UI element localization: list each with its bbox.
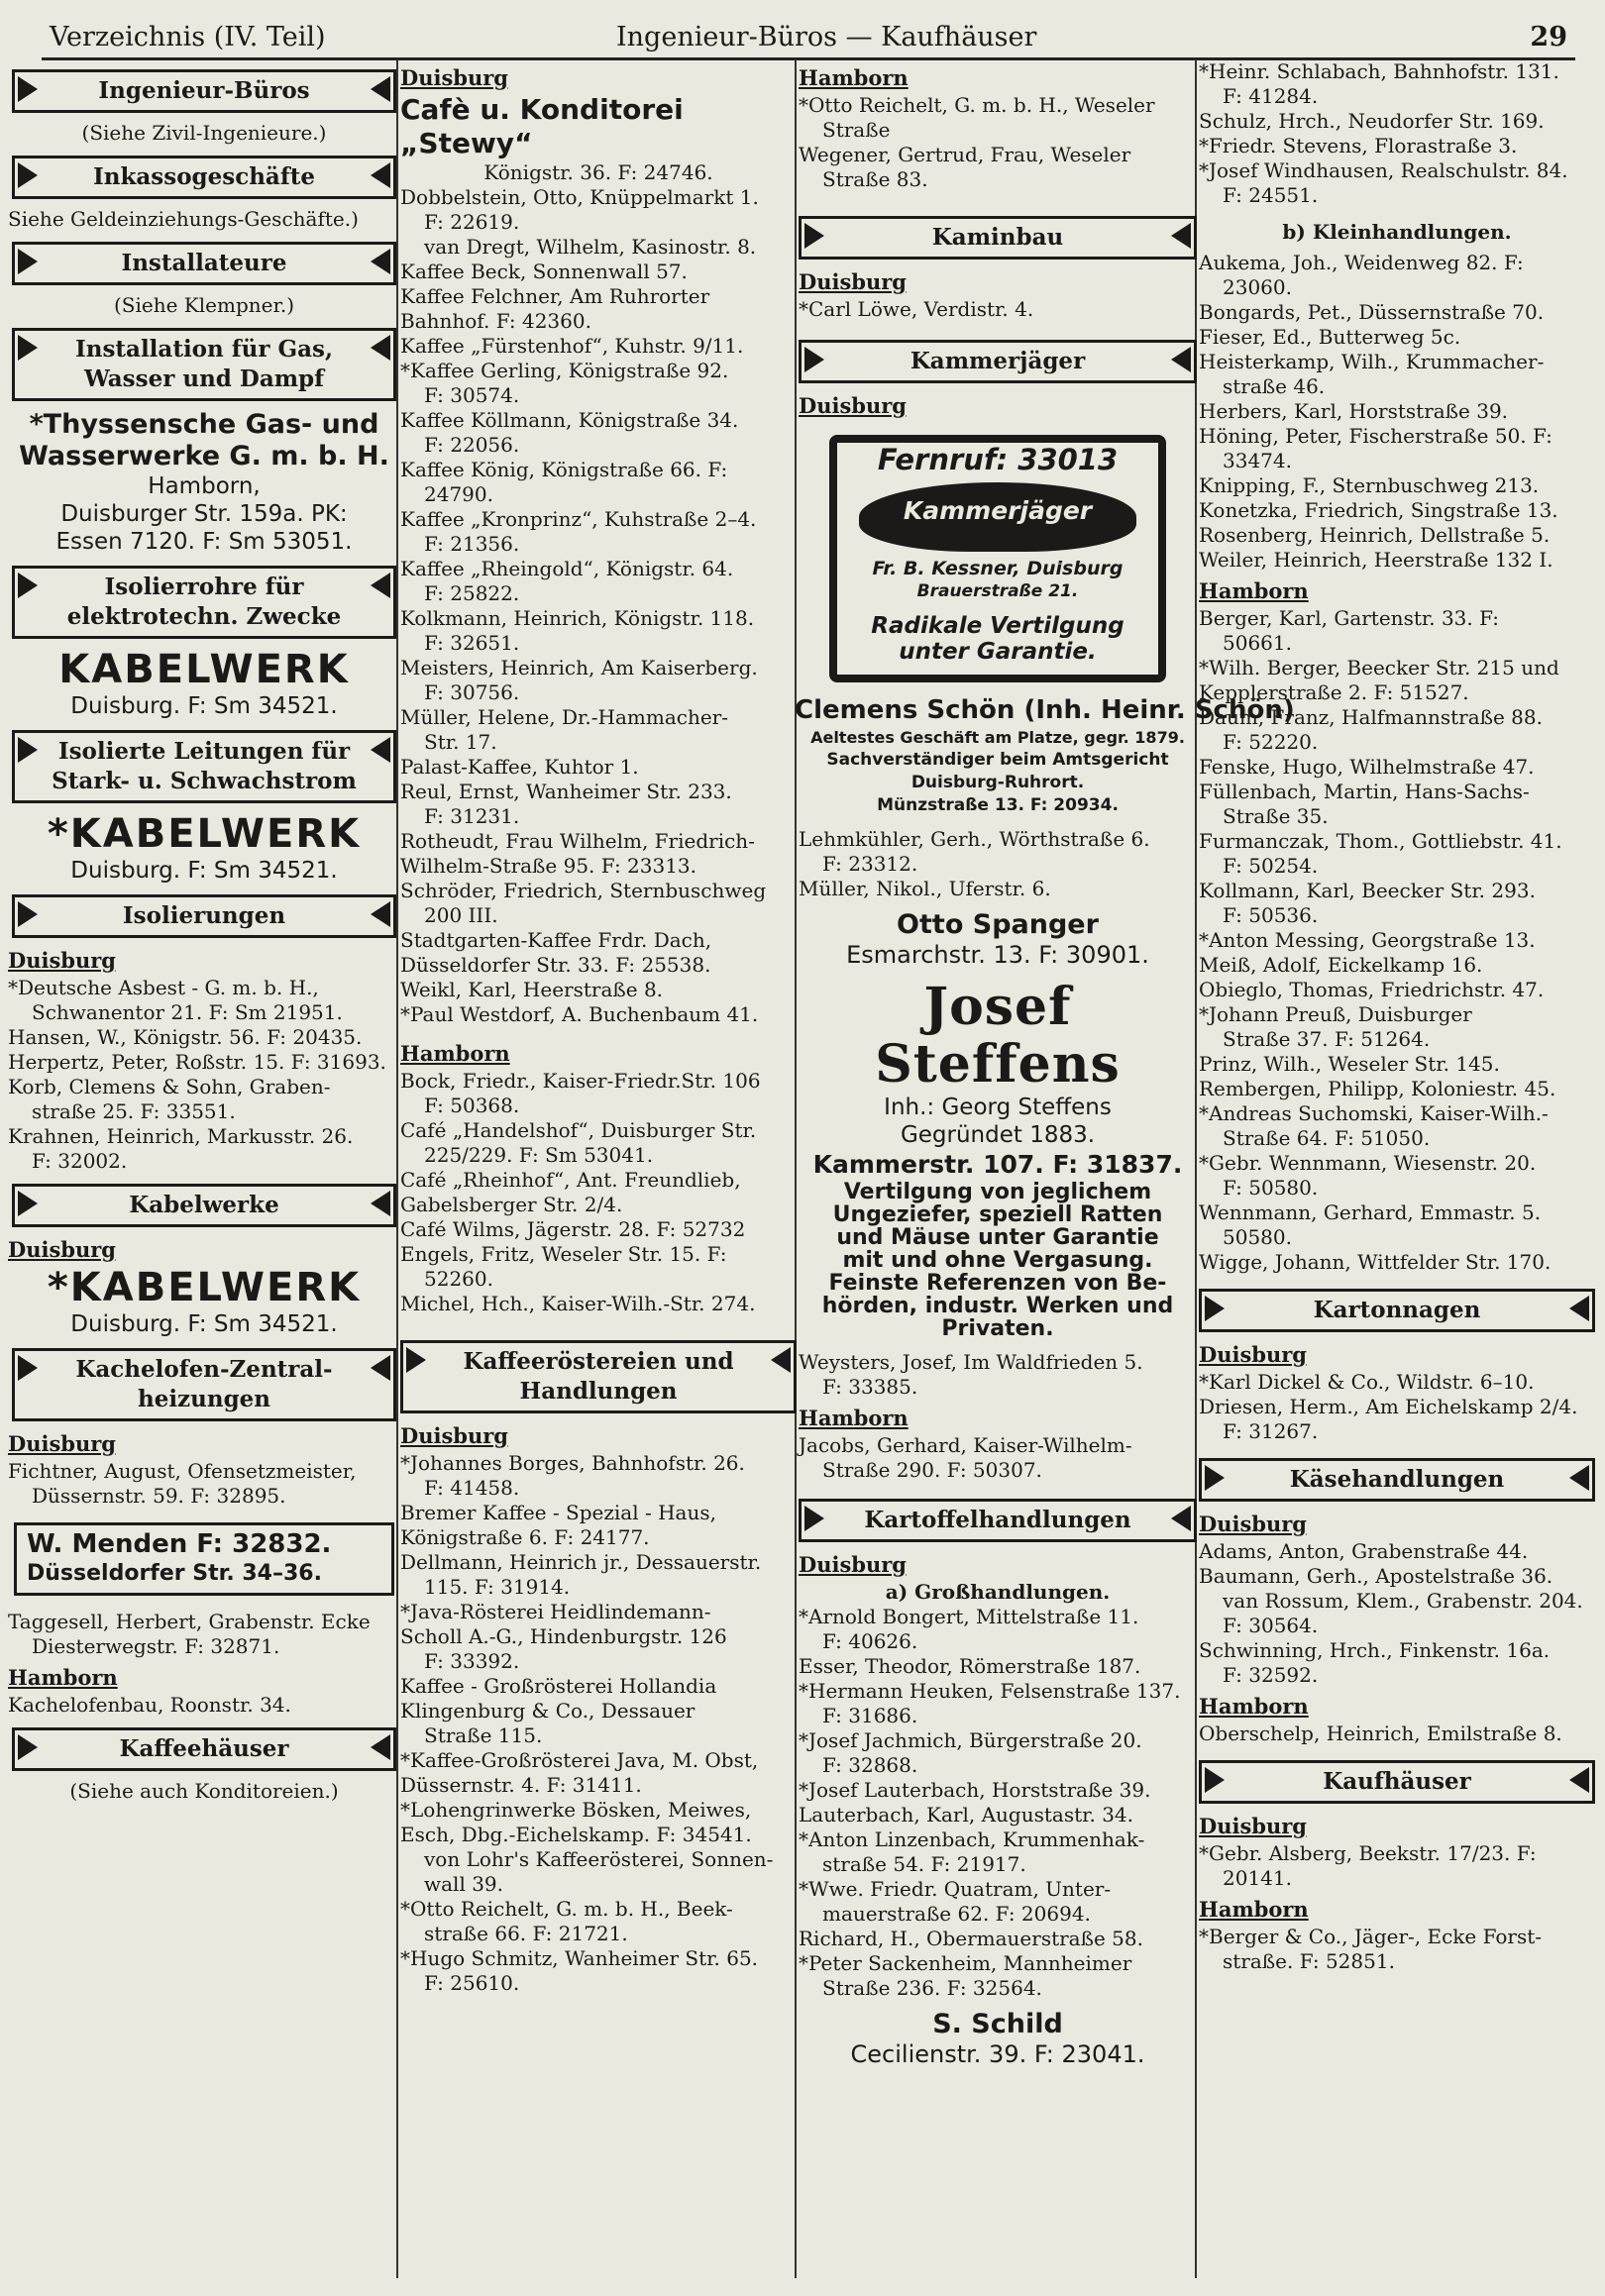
entry: Adams, Anton, Grabenstraße 44. bbox=[1199, 1539, 1529, 1563]
entry: van Dregt, Wilhelm, Kasinostr. 8. bbox=[424, 235, 757, 259]
entry: Kaffee Beck, Sonnenwall 57. bbox=[400, 260, 688, 283]
section-heading: Kaufhäuser bbox=[1199, 1760, 1595, 1804]
entry: *Wwe. Friedr. Quatram, Unter- bbox=[799, 1877, 1112, 1901]
entry: *Anton Messing, Georgstraße 13. bbox=[1199, 928, 1536, 952]
entry-list bbox=[396, 185, 801, 1027]
entry: *Peter Sackenheim, Mannheimer bbox=[799, 1951, 1132, 1975]
header-left: Verzeichnis (IV. Teil) bbox=[50, 22, 326, 52]
section-heading: Kammerjäger bbox=[799, 340, 1197, 383]
city-heading: Duisburg bbox=[1199, 1814, 1307, 1838]
entry: Knipping, F., Sternbuschweg 213. bbox=[1199, 473, 1540, 497]
entry: *Josef Lauterbach, Horststraße 39. bbox=[799, 1778, 1151, 1802]
entry: Wegener, Gertrud, Frau, Weseler bbox=[799, 143, 1131, 166]
entry: Diesterwegstr. F: 32871. bbox=[32, 1634, 280, 1658]
column-2 bbox=[396, 59, 801, 2278]
entry: *Johann Preuß, Duisburger bbox=[1199, 1002, 1472, 1026]
entry: F: 33385. bbox=[822, 1375, 918, 1399]
entry: wall 39. bbox=[424, 1872, 503, 1896]
entry: Herpertz, Peter, Roßstr. 15. F: 31693. bbox=[8, 1050, 386, 1074]
section-heading: Kaffeehäuser bbox=[12, 1727, 396, 1771]
city-heading: Duisburg bbox=[799, 393, 907, 418]
entry: *Johannes Borges, Bahnhofstr. 26. bbox=[400, 1451, 745, 1475]
entry: Krahnen, Heinrich, Markusstr. 26. bbox=[8, 1124, 354, 1148]
entry: *Gebr. Alsberg, Beekstr. 17/23. F: bbox=[1199, 1841, 1537, 1865]
entry-list bbox=[795, 827, 1201, 901]
entry: *Otto Reichelt, G. m. b. H., Beek- bbox=[400, 1897, 733, 1921]
entry: Meiß, Adolf, Eickelkamp 16. bbox=[1199, 953, 1483, 977]
column-4 bbox=[1195, 59, 1599, 2278]
entry: F: 31686. bbox=[822, 1704, 918, 1727]
entry: F: 41458. bbox=[424, 1476, 520, 1500]
entry: Weikl, Karl, Heerstraße 8. bbox=[400, 978, 664, 1001]
entry: Rosenberg, Heinrich, Dellstraße 5. bbox=[1199, 523, 1551, 547]
entry: straße 46. bbox=[1223, 374, 1326, 398]
kabelwerk-ad: KABELWERK bbox=[58, 647, 350, 692]
section-heading: Inkassogeschäfte bbox=[12, 156, 396, 199]
kabelwerk-contact: Duisburg. F: Sm 34521. bbox=[70, 1311, 338, 1337]
entry: *Andreas Suchomski, Kaiser-Wilh.- bbox=[1199, 1101, 1549, 1125]
page-header bbox=[42, 22, 1575, 60]
section-heading: Isolierrohre für elektrotechn. Zwecke bbox=[12, 566, 396, 639]
entry: Gabelsberger Str. 2/4. bbox=[400, 1193, 623, 1216]
entry-list bbox=[1195, 1722, 1599, 1746]
entry: Kolkmann, Heinrich, Königstr. 118. bbox=[400, 606, 755, 630]
entry-list bbox=[1195, 1841, 1599, 1891]
stewy-address: Königstr. 36. F: 24746. bbox=[483, 160, 713, 184]
entry: Bremer Kaffee - Spezial - Haus, bbox=[400, 1501, 716, 1524]
entry-list bbox=[795, 1605, 1201, 2001]
entry: F: 50254. bbox=[1223, 854, 1319, 878]
entry: *Hugo Schmitz, Wanheimer Str. 65. bbox=[400, 1946, 759, 1970]
city-heading: Duisburg bbox=[8, 1431, 116, 1456]
entry: *Kaffee Gerling, Königstraße 92. bbox=[400, 359, 729, 382]
entry: Kaffee Köllmann, Königstraße 34. bbox=[400, 408, 739, 432]
entry: Dellmann, Heinrich jr., Dessauerstr. bbox=[400, 1550, 762, 1574]
entry-list bbox=[396, 1069, 801, 1316]
see-reference: (Siehe Zivil-Ingenieure.) bbox=[81, 121, 327, 145]
schild-ad: S. Schild Cecilienstr. 39. F: 23041. bbox=[850, 2009, 1145, 2068]
entry: Aukema, Joh., Weidenweg 82. F: bbox=[1199, 251, 1524, 274]
section-heading: Installation für Gas, Wasser und Dampf bbox=[12, 328, 396, 401]
entry: Esser, Theodor, Römerstraße 187. bbox=[799, 1654, 1141, 1678]
entry-list bbox=[1195, 606, 1599, 1275]
entry: Café Wilms, Jägerstr. 28. F: 52732 bbox=[400, 1217, 746, 1241]
entry: Michel, Hch., Kaiser-Wilh.-Str. 274. bbox=[400, 1292, 756, 1315]
entry: Herbers, Karl, Horststraße 39. bbox=[1199, 399, 1509, 423]
entry: F: 50536. bbox=[1223, 903, 1319, 927]
entry: Heisterkamp, Wilh., Krummacher- bbox=[1199, 350, 1545, 373]
entry: *Paul Westdorf, A. Buchenbaum 41. bbox=[400, 1002, 759, 1026]
entry: 115. F: 31914. bbox=[424, 1575, 571, 1599]
entry-list bbox=[1195, 1370, 1599, 1444]
entry: 24790. bbox=[424, 482, 493, 506]
entry: Schwinning, Hrch., Finkenstr. 16a. bbox=[1199, 1638, 1551, 1662]
entry: Kaffee „Kronprinz“, Kuhstraße 2–4. bbox=[400, 507, 757, 531]
entry-list bbox=[1195, 251, 1599, 573]
entry: *Josef Windhausen, Realschulstr. 84. bbox=[1199, 158, 1568, 182]
entry-list bbox=[795, 1433, 1201, 1483]
page-number: 29 bbox=[1530, 22, 1567, 52]
entry: Daum, Franz, Halfmannstraße 88. bbox=[1199, 705, 1543, 729]
entry: Müller, Helene, Dr.-Hammacher- bbox=[400, 705, 728, 729]
entry: F: 40626. bbox=[822, 1629, 918, 1653]
entry: Kaffee König, Königstraße 66. F: bbox=[400, 458, 728, 481]
entry: Schwanentor 21. F: Sm 21951. bbox=[32, 1000, 343, 1024]
kabelwerk-ad: *KABELWERK bbox=[47, 1265, 362, 1310]
entry: Wigge, Johann, Wittfelder Str. 170. bbox=[1199, 1250, 1552, 1274]
entry: F: 24551. bbox=[1223, 183, 1319, 207]
entry: F: 41284. bbox=[1223, 84, 1319, 108]
entry: *Lohengrinwerke Bösken, Meiwes, bbox=[400, 1798, 752, 1822]
section-heading: Kabelwerke bbox=[12, 1184, 396, 1227]
entry: Straße bbox=[822, 118, 891, 142]
entry: *Otto Reichelt, G. m. b. H., Weseler bbox=[799, 93, 1155, 117]
city-heading: Hamborn bbox=[799, 1406, 909, 1430]
entry: *Josef Jachmich, Bürgerstraße 20. bbox=[799, 1728, 1142, 1752]
entry: Rotheudt, Frau Wilhelm, Friedrich- bbox=[400, 829, 755, 853]
entry: F: 30756. bbox=[424, 680, 520, 704]
entry: Furmanczak, Thom., Gottliebstr. 41. bbox=[1199, 829, 1562, 853]
entry-list bbox=[795, 1350, 1201, 1400]
entry-list bbox=[795, 93, 1201, 192]
entry: Kepplerstraße 2. F: 51527. bbox=[1199, 680, 1469, 704]
entry: F: 33392. bbox=[424, 1649, 520, 1673]
entry: Weiler, Heinrich, Heerstraße 132 I. bbox=[1199, 548, 1553, 572]
entry: Fichtner, August, Ofensetzmeister, bbox=[8, 1459, 357, 1483]
city-heading: Duisburg bbox=[1199, 1512, 1307, 1536]
section-heading: Kaffeeröstereien und Handlungen bbox=[400, 1340, 797, 1413]
entry: Straße 236. F: 32564. bbox=[822, 1976, 1042, 2000]
entry: Café „Handelshof“, Duisburger Str. bbox=[400, 1118, 757, 1142]
entry: Wilhelm-Straße 95. F: 23313. bbox=[400, 854, 697, 878]
entry: Richard, H., Obermauerstraße 58. bbox=[799, 1927, 1143, 1950]
entry: F: 30564. bbox=[1223, 1614, 1319, 1637]
city-heading: Duisburg bbox=[799, 269, 907, 294]
entry: 225/229. F: Sm 53041. bbox=[424, 1143, 654, 1167]
entry: F: 23312. bbox=[822, 852, 918, 876]
see-reference: (Siehe Klempner.) bbox=[114, 293, 294, 317]
entry: 50661. bbox=[1223, 631, 1292, 655]
stewy-ad: Cafè u. Konditorei „Stewy“ bbox=[400, 93, 684, 159]
entry: straße 54. F: 21917. bbox=[822, 1852, 1026, 1876]
entry: F: 22619. bbox=[424, 210, 520, 234]
entry: Berger, Karl, Gartenstr. 33. F: bbox=[1199, 606, 1500, 630]
entry: Esch, Dbg.-Eichelskamp. F: 34541. bbox=[400, 1823, 752, 1846]
entry: F: 25822. bbox=[424, 581, 520, 605]
city-heading: Hamborn bbox=[8, 1665, 118, 1690]
entry: Straße 290. F: 50307. bbox=[822, 1458, 1042, 1482]
entry: 20141. bbox=[1223, 1866, 1292, 1890]
entry: Höning, Peter, Fischerstraße 50. F: bbox=[1199, 424, 1552, 448]
entry: *Kaffee-Großrösterei Java, M. Obst, bbox=[400, 1748, 759, 1772]
entry: F: 52220. bbox=[1223, 730, 1319, 754]
entry: straße. F: 52851. bbox=[1223, 1949, 1395, 1973]
entry: mauerstraße 62. F: 20694. bbox=[822, 1902, 1091, 1926]
entry-list bbox=[1195, 1925, 1599, 1974]
entry: von Lohr's Kaffeerösterei, Sonnen- bbox=[424, 1847, 774, 1871]
column-1 bbox=[8, 59, 400, 2278]
entry: Klingenburg & Co., Dessauer bbox=[400, 1699, 696, 1722]
schoen-ad: Clemens Schön (Inh. Heinr. Schön) Aeltestes Geschäft am Platze, gegr. 1879. Sachverständiger beim Amtsgericht Duisburg-Ruhrort. Münzstraße 13. F: 20934. bbox=[795, 695, 1295, 815]
entry: Straße 115. bbox=[424, 1723, 543, 1747]
entry: F: 32651. bbox=[424, 631, 520, 655]
entry: Meisters, Heinrich, Am Kaiserberg. bbox=[400, 656, 758, 679]
entry: Obieglo, Thomas, Friedrichstr. 47. bbox=[1199, 978, 1545, 1001]
menden-ad: W. Menden F: 32832. Düsseldorfer Str. 34–36. bbox=[14, 1522, 394, 1596]
entry: *Karl Dickel & Co., Wildstr. 6–10. bbox=[1199, 1370, 1535, 1394]
see-reference: Siehe Geldeinziehungs-Geschäfte.) bbox=[8, 207, 359, 231]
entry: Prinz, Wilh., Weseler Str. 145. bbox=[1199, 1052, 1500, 1076]
entry: Weysters, Josef, Im Waldfrieden 5. bbox=[799, 1350, 1143, 1374]
entry: *Berger & Co., Jäger-, Ecke Forst- bbox=[1199, 1925, 1543, 1948]
entry: Kaffee - Großrösterei Hollandia bbox=[400, 1674, 717, 1698]
kabelwerk-contact: Duisburg. F: Sm 34521. bbox=[70, 693, 338, 719]
entry: Korb, Clemens & Sohn, Graben- bbox=[8, 1075, 331, 1098]
city-heading: Duisburg bbox=[1199, 1342, 1307, 1367]
entry: Str. 17. bbox=[424, 730, 497, 754]
entry: Düssernstr. 4. F: 31411. bbox=[400, 1773, 642, 1797]
entry: *Heinr. Schlabach, Bahnhofstr. 131. bbox=[1199, 59, 1559, 83]
entry: 200 III. bbox=[424, 903, 498, 927]
entry: Lauterbach, Karl, Augustastr. 34. bbox=[799, 1803, 1133, 1826]
entry: F: 22056. bbox=[424, 433, 520, 457]
section-heading: Kachelofen-Zentral- heizungen bbox=[12, 1348, 396, 1421]
entry: van Rossum, Klem., Grabenstr. 204. bbox=[1223, 1589, 1583, 1613]
kammerjaeger-stamp-ad: Fernruf: 33013 Kammerjäger Fr. B. Kessner, Duisburg Brauerstraße 21. Radikale Vertilgung unter Garantie. bbox=[829, 435, 1166, 682]
entry: F: 31267. bbox=[1223, 1419, 1319, 1443]
kabelwerk-contact: Duisburg. F: Sm 34521. bbox=[70, 858, 338, 884]
entry: 50580. bbox=[1223, 1225, 1292, 1249]
entry: F: 50368. bbox=[424, 1094, 520, 1117]
city-heading: Hamborn bbox=[1199, 578, 1309, 603]
section-heading: Kartoffelhandlungen bbox=[799, 1499, 1197, 1542]
spanger-ad: Otto Spanger Esmarchstr. 13. F: 30901. bbox=[846, 909, 1149, 969]
entry: Fieser, Ed., Butterweg 5c. bbox=[1199, 325, 1461, 349]
section-heading: Isolierte Leitungen für Stark- u. Schwachstrom bbox=[12, 730, 396, 803]
entry-list bbox=[8, 976, 400, 1174]
entry: Oberschelp, Heinrich, Emilstraße 8. bbox=[1199, 1722, 1562, 1745]
entry: Schröder, Friedrich, Sternbuschweg bbox=[400, 879, 767, 902]
entry: F: 21356. bbox=[424, 532, 520, 556]
entry: *Java-Rösterei Heidlindemann- bbox=[400, 1600, 711, 1623]
entry-list bbox=[1195, 59, 1599, 208]
city-heading: Hamborn bbox=[400, 1041, 510, 1066]
entry: Straße 37. F: 51264. bbox=[1223, 1027, 1431, 1051]
entry: Rembergen, Philipp, Koloniestr. 45. bbox=[1199, 1077, 1556, 1100]
entry: Reul, Ernst, Wanheimer Str. 233. bbox=[400, 780, 732, 803]
entry: Palast-Kaffee, Kuhtor 1. bbox=[400, 755, 639, 779]
thyssen-ad: *Thyssensche Gas- und Wasserwerke G. m. b. H. Hamborn, Duisburger Str. 159a. PK: Essen 7120. F: Sm 53051. bbox=[19, 409, 389, 555]
entry: Fenske, Hugo, Wilhelmstraße 47. bbox=[1199, 755, 1535, 779]
entry-list bbox=[396, 1451, 801, 1996]
entry: Café „Rheinhof“, Ant. Freundlieb, bbox=[400, 1168, 741, 1192]
city-heading: Duisburg bbox=[8, 948, 116, 973]
section-heading: Installateure bbox=[12, 242, 396, 285]
entry: Stadtgarten-Kaffee Frdr. Dach, bbox=[400, 928, 712, 952]
entry: *Gebr. Wennmann, Wiesenstr. 20. bbox=[1199, 1151, 1537, 1175]
entry: Schulz, Hrch., Neudorfer Str. 169. bbox=[1199, 109, 1545, 133]
kabelwerk-ad: *KABELWERK bbox=[47, 811, 362, 857]
entry: Kachelofenbau, Roonstr. 34. bbox=[8, 1693, 291, 1717]
city-heading: Hamborn bbox=[799, 65, 909, 90]
section-heading: Isolierungen bbox=[12, 894, 396, 938]
entry: Füllenbach, Martin, Hans-Sachs- bbox=[1199, 780, 1530, 803]
entry: *Arnold Bongert, Mittelstraße 11. bbox=[799, 1605, 1139, 1628]
entry: Kaffee „Rheingold“, Königstr. 64. bbox=[400, 557, 734, 580]
city-heading: Duisburg bbox=[799, 1552, 907, 1577]
see-reference: (Siehe auch Konditoreien.) bbox=[69, 1779, 339, 1803]
entry: 33474. bbox=[1223, 449, 1292, 472]
entry: F: 30574. bbox=[424, 383, 520, 407]
entry: Kaffee Felchner, Am Ruhrorter bbox=[400, 284, 710, 308]
entry: Jacobs, Gerhard, Kaiser-Wilhelm- bbox=[799, 1433, 1132, 1457]
subsection-heading: b) Kleinhandlungen. bbox=[1282, 220, 1512, 244]
entry: straße 25. F: 33551. bbox=[32, 1099, 236, 1123]
entry: Engels, Fritz, Weseler Str. 15. F: bbox=[400, 1242, 727, 1266]
entry: Düsseldorfer Str. 33. F: 25538. bbox=[400, 953, 711, 977]
entry: F: 25610. bbox=[424, 1971, 520, 1995]
entry: Lehmkühler, Gerh., Wörthstraße 6. bbox=[799, 827, 1150, 851]
entry: *Hermann Heuken, Felsenstraße 137. bbox=[799, 1679, 1181, 1703]
entry: *Anton Linzenbach, Krummenhak- bbox=[799, 1827, 1145, 1851]
entry: 52260. bbox=[424, 1267, 493, 1291]
entry: Taggesell, Herbert, Grabenstr. Ecke bbox=[8, 1610, 371, 1633]
entry: Kaffee „Fürstenhof“, Kuhstr. 9/11. bbox=[400, 334, 744, 358]
city-heading: Duisburg bbox=[400, 65, 508, 90]
entry: Bongards, Pet., Düssernstraße 70. bbox=[1199, 300, 1545, 324]
entry: Dobbelstein, Otto, Knüppelmarkt 1. bbox=[400, 185, 759, 209]
city-heading: Duisburg bbox=[400, 1423, 508, 1448]
section-heading: Ingenieur-Büros bbox=[12, 69, 396, 113]
city-heading: Duisburg bbox=[8, 1237, 116, 1262]
section-heading: Kartonnagen bbox=[1199, 1289, 1595, 1332]
steffens-ad: Josef Steffens Inh.: Georg Steffens Gegründet 1883. Kammerstr. 107. F: 31837. Vertilgung von jeglichem Ungeziefer, speziell Ratten und Mäuse unter Garantie mit und ohne Vergasung. Feinste Referenzen von Be- hörden, industr. Werken und Privaten. bbox=[812, 977, 1183, 1341]
section-heading: Käsehandlungen bbox=[1199, 1458, 1595, 1502]
entry: Driesen, Herm., Am Eichelskamp 2/4. bbox=[1199, 1395, 1578, 1418]
entry: F: 31231. bbox=[424, 804, 520, 828]
section-heading: Kaminbau bbox=[799, 216, 1197, 260]
entry: F: 32868. bbox=[822, 1753, 918, 1777]
entry: F: 32002. bbox=[32, 1149, 128, 1173]
entry: Straße 35. bbox=[1223, 804, 1329, 828]
entry: *Carl Löwe, Verdistr. 4. bbox=[799, 297, 1034, 321]
entry: Königstraße 6. F: 24177. bbox=[400, 1525, 650, 1549]
entry: Baumann, Gerh., Apostelstraße 36. bbox=[1199, 1564, 1553, 1588]
entry: Düssernstr. 59. F: 32895. bbox=[32, 1484, 286, 1508]
entry: straße 66. F: 21721. bbox=[424, 1922, 628, 1945]
entry-list bbox=[1195, 1539, 1599, 1688]
entry: *Friedr. Stevens, Florastraße 3. bbox=[1199, 134, 1518, 157]
entry: Straße 83. bbox=[822, 167, 928, 191]
entry: Bahnhof. F: 42360. bbox=[400, 309, 591, 333]
entry: *Wilh. Berger, Beecker Str. 215 und bbox=[1199, 656, 1559, 679]
entry: F: 50580. bbox=[1223, 1176, 1319, 1200]
entry: Müller, Nikol., Uferstr. 6. bbox=[799, 877, 1051, 900]
city-heading: Hamborn bbox=[1199, 1897, 1309, 1922]
entry: 23060. bbox=[1223, 275, 1292, 299]
city-heading: Hamborn bbox=[1199, 1694, 1309, 1719]
header-center: Ingenieur-Büros — Kaufhäuser bbox=[616, 22, 1037, 52]
entry: F: 32592. bbox=[1223, 1663, 1319, 1687]
entry: Kollmann, Karl, Beecker Str. 293. bbox=[1199, 879, 1536, 902]
entry: Scholl A.-G., Hindenburgstr. 126 bbox=[400, 1624, 727, 1648]
entry: Straße 64. F: 51050. bbox=[1223, 1126, 1431, 1150]
entry: Wennmann, Gerhard, Emmastr. 5. bbox=[1199, 1200, 1542, 1224]
entry: *Deutsche Asbest - G. m. b. H., bbox=[8, 976, 319, 999]
entry: Konetzka, Friedrich, Singstraße 13. bbox=[1199, 498, 1558, 522]
entry: Bock, Friedr., Kaiser-Friedr.Str. 106 bbox=[400, 1069, 761, 1093]
entry: Hansen, W., Königstr. 56. F: 20435. bbox=[8, 1025, 363, 1049]
subsection-heading: a) Großhandlungen. bbox=[885, 1580, 1111, 1604]
